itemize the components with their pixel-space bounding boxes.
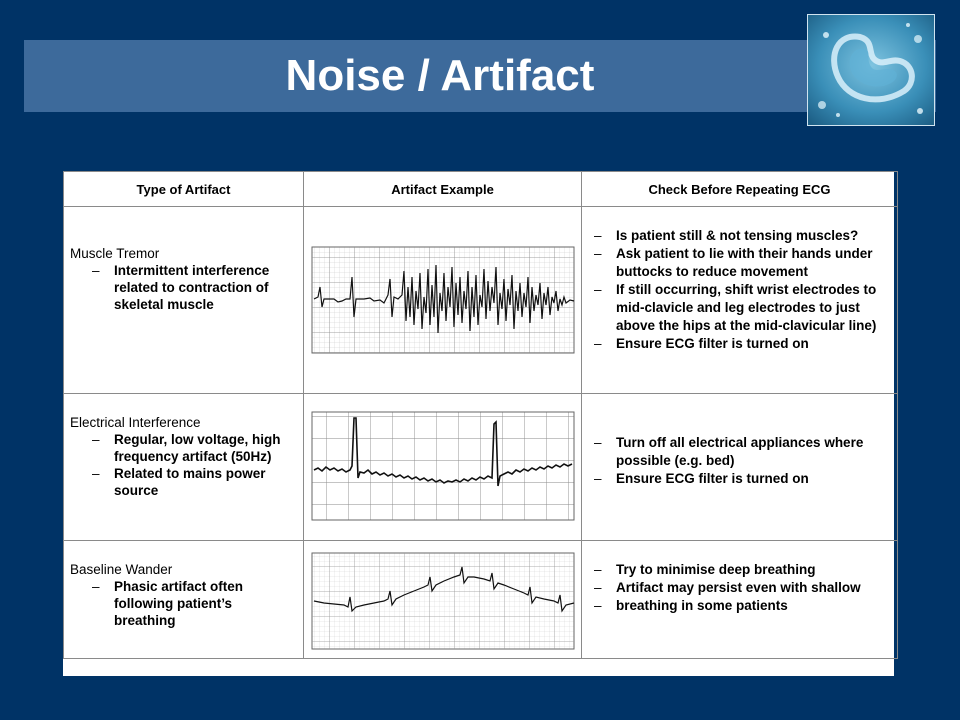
artifact-type-cell	[64, 541, 304, 659]
baseline-wander-ecg-icon	[304, 541, 581, 658]
artifact-description: – Regular, low voltage, high frequency artifact (50Hz)	[92, 431, 297, 465]
check-item: – breathing in some patients	[588, 597, 897, 615]
slide-title: Noise / Artifact	[285, 51, 595, 100]
electrical-interference-ecg-icon	[304, 394, 581, 540]
check-item: – Ensure ECG filter is turned on	[588, 335, 897, 353]
artifact-example-cell	[304, 541, 582, 659]
table-row	[64, 207, 898, 394]
artifact-type-cell	[64, 394, 304, 541]
check-item: – If still occurring, shift wrist electrodes to mid-clavicle and leg electrodes to just above the hips at the mid-clavicular line)	[588, 281, 897, 335]
artifact-description: – Phasic artifact often following patient’s breathing	[92, 578, 297, 629]
check-item: – Is patient still & not tensing muscles?	[588, 227, 897, 245]
header-artifact-example: Artifact Example	[304, 172, 582, 207]
table-header-row	[64, 172, 898, 207]
check-item: – Ensure ECG filter is turned on	[588, 470, 897, 488]
artifact-name: Electrical Interference	[70, 415, 201, 430]
heart-water-logo-icon	[807, 14, 935, 126]
artifact-example-cell	[304, 394, 582, 541]
artifact-name: Baseline Wander	[70, 562, 173, 577]
check-item: – Ask patient to lie with their hands under buttocks to reduce movement	[588, 245, 897, 281]
artifact-checks-cell	[582, 541, 898, 659]
check-item: – Try to minimise deep breathing	[588, 561, 897, 579]
check-item: – Artifact may persist even with shallow	[588, 579, 897, 597]
artifact-description: – Related to mains power source	[92, 465, 297, 499]
muscle-tremor-ecg-icon	[304, 207, 581, 393]
artifact-name: Muscle Tremor	[70, 246, 160, 261]
artifact-example-cell	[304, 207, 582, 394]
header-check-before-repeating: Check Before Repeating ECG	[582, 172, 898, 207]
artifact-type-cell	[64, 207, 304, 394]
table-row	[64, 541, 898, 659]
artifact-checks-cell	[582, 207, 898, 394]
artifact-description: – Intermittent interference related to contraction of skeletal muscle	[92, 262, 297, 313]
table-row	[64, 394, 898, 541]
artifact-checks-cell	[582, 394, 898, 541]
artifact-table	[63, 171, 894, 676]
check-item: – Turn off all electrical appliances where possible (e.g. bed)	[588, 434, 897, 470]
header-type-of-artifact: Type of Artifact	[64, 172, 304, 207]
